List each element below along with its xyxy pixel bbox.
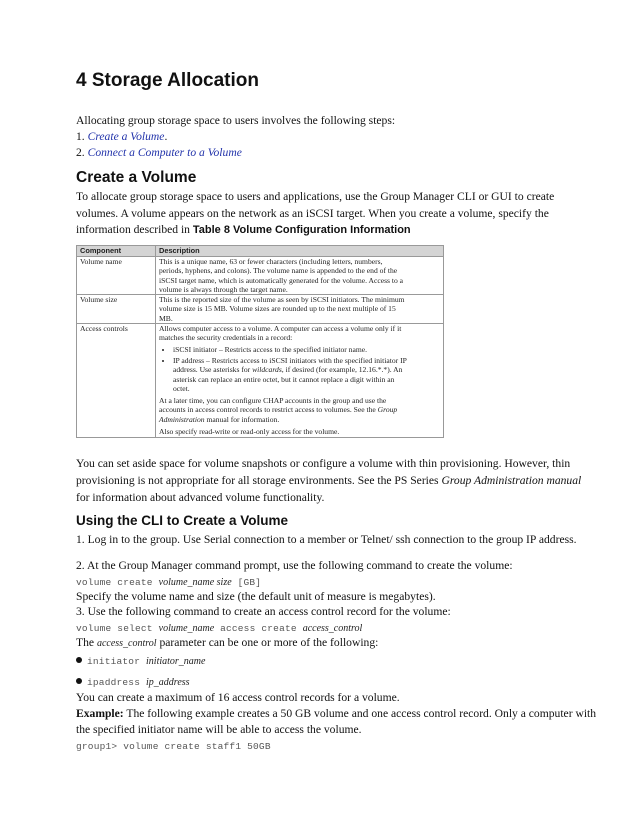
- example-text: The following example creates a 50 GB volume and one access control record. Only a computer with: [123, 707, 597, 720]
- desc-part: accounts in access control records to restrict access to volumes. See the: [159, 405, 378, 415]
- section1-line3: [76, 221, 411, 239]
- code-text: initiator: [87, 656, 147, 667]
- create-volume-link[interactable]: Create a Volume: [87, 130, 165, 143]
- code-text: [GB]: [231, 577, 262, 588]
- access-control-intro: [76, 634, 378, 652]
- example-command: [76, 737, 271, 755]
- section1-line3-text: information described in: [76, 223, 193, 236]
- code-text: group1> volume create staff1 50GB: [76, 741, 271, 752]
- example-line2: the specified initiator name will be able to access the volume.: [76, 723, 362, 736]
- section-cli-title: Using the CLI to Create a Volume: [76, 513, 289, 528]
- code-param: volume_name: [158, 623, 215, 634]
- access-control-bullets: [159, 345, 440, 393]
- para2-line2: [76, 472, 581, 489]
- desc-line: [159, 405, 440, 414]
- cli-step-2: 2. At the Group Manager command prompt, use the following command to create the volume:: [76, 559, 513, 572]
- table-header-component: Component: [77, 246, 156, 257]
- table-reference: Table 8 Volume Configuration Information: [192, 224, 411, 236]
- desc-italic: Group: [377, 405, 398, 415]
- table-cell-desc: [156, 295, 444, 324]
- desc-line: volume size is 15 MB. Volume sizes are rounded up to the next multiple of 15: [159, 304, 396, 314]
- table-row: [77, 257, 444, 295]
- text-part: The: [76, 636, 97, 649]
- bullet-text: asterisk can replace an entire octet, but it cannot replace a digit within an: [173, 374, 395, 384]
- desc-line: volume is always through the target name.: [159, 284, 288, 294]
- desc-line: Also specify read-write or read-only access for the volume.: [159, 427, 340, 437]
- section1-line2: volumes. A volume appears on the network as an iSCSI target. When you create a volume, specify the: [76, 207, 549, 220]
- desc-italic: Administration: [159, 414, 205, 424]
- code-text: access create: [214, 623, 303, 634]
- code-text: volume create: [76, 577, 159, 588]
- desc-line: Allows computer access to a volume. A computer can access a volume only if it: [159, 324, 402, 334]
- para2-text: provisioning is not appropriate for all storage environments. See the PS Series: [76, 474, 442, 487]
- step-1: [76, 128, 167, 145]
- table-cell-desc: [156, 324, 444, 438]
- bullet-item: [173, 356, 440, 393]
- example-line1: [76, 705, 596, 722]
- bullet-text-part: , if desired (for example, 12.16.*.*). An: [281, 365, 403, 375]
- code-param: volume_name size: [158, 577, 232, 588]
- para2-line3: for information about advanced volume functionality.: [76, 491, 325, 504]
- desc-line: At a later time, you can configure CHAP accounts in the group and use the: [159, 396, 387, 406]
- step-1-number: 1.: [76, 130, 88, 143]
- table-cell-name: Access controls: [77, 324, 156, 438]
- desc-line: MB.: [159, 313, 173, 323]
- bullet-text: [173, 365, 440, 374]
- table-cell-name: Volume name: [77, 257, 156, 295]
- cli-step-1: 1. Log in to the group. Use Serial connection to a member or Telnet/ ssh connection to the group IP address.: [76, 533, 577, 546]
- bullet-text-italic: wildcards: [252, 365, 282, 375]
- table-cell-name: Volume size: [77, 295, 156, 324]
- max-records-note: You can create a maximum of 16 access control records for a volume.: [76, 691, 400, 704]
- para2-line1: You can set aside space for volume snapshots or configure a volume with thin provisioning. However, thin: [76, 457, 571, 470]
- bullet-icon: [76, 678, 82, 684]
- text-part: parameter can be one or more of the following:: [156, 636, 379, 649]
- code-text: ipaddress: [87, 677, 147, 688]
- bullet-text: • IP address – Restricts access to iSCSI initiators with the specified initiator IP: [173, 355, 407, 365]
- desc-line: periods, hyphens, and colons). The volume name is appended to the end of the: [159, 266, 398, 276]
- bullet-text-part: address. Use asterisks for: [173, 365, 253, 375]
- bullet-text: octet.: [173, 383, 190, 393]
- volume-config-table: [76, 245, 444, 438]
- desc-part: manual for information.: [204, 414, 280, 424]
- group-admin-manual-ref: Group Administration manual: [441, 474, 582, 487]
- desc-line: matches the security credentials in a record:: [159, 333, 293, 343]
- example-label: Example:: [76, 707, 124, 720]
- table-row: [77, 324, 444, 438]
- cli-step-2-note: Specify the volume name and size (the default unit of measure is megabytes).: [76, 590, 436, 603]
- step-2: [76, 144, 242, 161]
- bullet-icon: [76, 657, 82, 663]
- table-row: [77, 295, 444, 324]
- desc-line: This is the reported size of the volume as seen by iSCSI initiators. The minimum: [159, 295, 405, 305]
- table-header-row: [77, 246, 444, 257]
- code-param: initiator_name: [146, 656, 206, 667]
- step-2-number: 2.: [76, 146, 88, 159]
- table-header-description: Description: [156, 246, 444, 257]
- code-param: access_control: [96, 638, 157, 649]
- table-cell-desc: [156, 257, 444, 295]
- desc-line: iSCSI target name, which is automatically generated for the volume. Access to a: [159, 275, 404, 285]
- bullet-text: iSCSI initiator – Restricts access to the specified initiator name.: [173, 344, 368, 354]
- cli-step-3: 3. Use the following command to create an access control record for the volume:: [76, 605, 451, 618]
- section1-line1: To allocate group storage space to users and applications, use the Group Manager CLI or GUI to create: [76, 190, 555, 203]
- code-param: ip_address: [146, 677, 190, 688]
- section-create-volume-title: Create a Volume: [76, 169, 197, 186]
- connect-computer-link[interactable]: Connect a Computer to a Volume: [87, 146, 242, 159]
- intro-text: Allocating group storage space to users involves the following steps:: [76, 114, 396, 127]
- code-text: volume select: [76, 623, 159, 634]
- option-initiator: [76, 652, 205, 670]
- code-param: access_control: [302, 623, 363, 634]
- page-heading: 4 Storage Allocation: [76, 70, 259, 91]
- step-1-end: .: [164, 130, 168, 143]
- bullet-item: [173, 345, 440, 354]
- desc-line: [159, 415, 440, 424]
- desc-line: This is a unique name, 63 or fewer characters (including letters, numbers,: [159, 257, 383, 266]
